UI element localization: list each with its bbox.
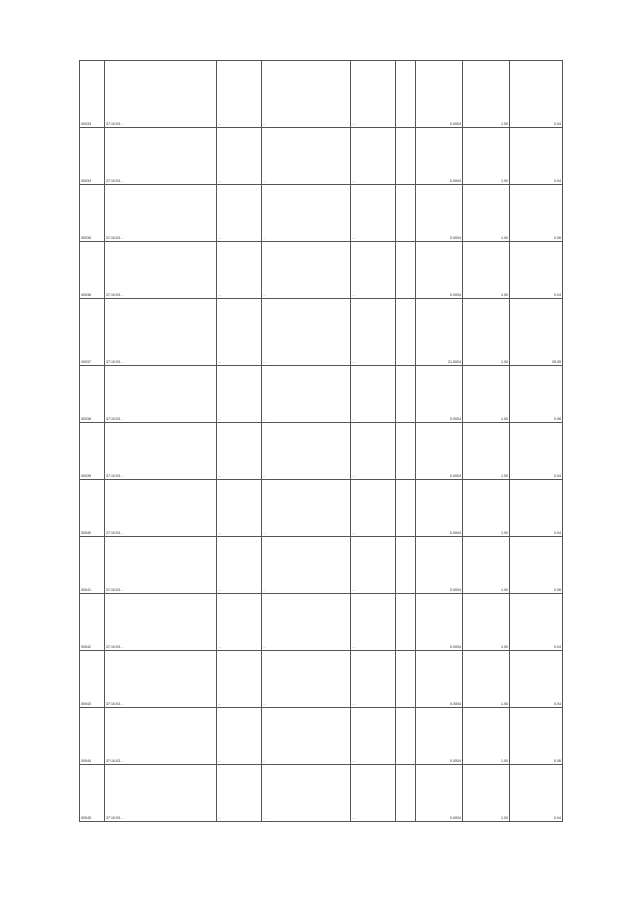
empty-cell <box>396 185 416 242</box>
object-name-cell: … <box>351 537 396 594</box>
land-category-cell: … <box>262 299 351 366</box>
coefficient-cell: 1.00 <box>463 708 510 765</box>
empty-cell <box>396 537 416 594</box>
area-value-cell: 0.0004 <box>416 242 463 299</box>
amount-cell: 0.06 <box>510 708 563 765</box>
area-value-cell: 0.0004 <box>416 651 463 708</box>
location-description-cell: … <box>217 594 262 651</box>
land-category-cell: … <box>262 708 351 765</box>
amount-cell: 0.04 <box>510 765 563 822</box>
land-category-cell: … <box>262 242 351 299</box>
location-description-cell: … <box>217 185 262 242</box>
coefficient-cell: 1.00 <box>463 299 510 366</box>
location-description-cell: … <box>217 480 262 537</box>
land-category-cell: … <box>262 765 351 822</box>
register-table-body <box>80 61 563 822</box>
location-description-cell: … <box>217 299 262 366</box>
register-table <box>79 60 563 822</box>
cadastral-number-cell: 37:10:03… <box>105 128 217 185</box>
object-name-cell: … <box>351 366 396 423</box>
amount-cell: 26.05 <box>510 299 563 366</box>
table-row <box>80 423 563 480</box>
cadastral-number-cell: 37:10:03… <box>105 765 217 822</box>
empty-cell <box>396 651 416 708</box>
table-row <box>80 128 563 185</box>
amount-cell: 0.04 <box>510 423 563 480</box>
empty-cell <box>396 128 416 185</box>
area-value-cell: 0.0004 <box>416 708 463 765</box>
location-description-cell: … <box>217 61 262 128</box>
empty-cell <box>396 708 416 765</box>
table-row <box>80 765 563 822</box>
area-value-cell: 21.0004 <box>416 299 463 366</box>
location-description-cell: … <box>217 128 262 185</box>
area-value-cell: 0.0004 <box>416 128 463 185</box>
cadastral-number-cell: 37:10:03… <box>105 537 217 594</box>
object-name-cell: … <box>351 242 396 299</box>
coefficient-cell: 1.00 <box>463 480 510 537</box>
row-number-cell: 00037 <box>80 299 105 366</box>
empty-cell <box>396 765 416 822</box>
table-row <box>80 708 563 765</box>
land-category-cell: … <box>262 651 351 708</box>
table-row <box>80 242 563 299</box>
amount-cell: 0.04 <box>510 242 563 299</box>
object-name-cell: … <box>351 61 396 128</box>
land-category-cell: … <box>262 61 351 128</box>
amount-cell: 0.04 <box>510 128 563 185</box>
area-value-cell: 0.0004 <box>416 61 463 128</box>
area-value-cell: 0.0004 <box>416 185 463 242</box>
row-number-cell: 00041 <box>80 537 105 594</box>
table-row <box>80 185 563 242</box>
area-value-cell: 0.0004 <box>416 366 463 423</box>
amount-cell: 0.04 <box>510 651 563 708</box>
amount-cell: 0.06 <box>510 366 563 423</box>
amount-cell: 0.06 <box>510 185 563 242</box>
coefficient-cell: 1.00 <box>463 242 510 299</box>
empty-cell <box>396 423 416 480</box>
coefficient-cell: 1.00 <box>463 765 510 822</box>
row-number-cell: 00043 <box>80 651 105 708</box>
cadastral-number-cell: 37:10:03… <box>105 480 217 537</box>
cadastral-number-cell: 37:10:03… <box>105 366 217 423</box>
object-name-cell: … <box>351 480 396 537</box>
amount-cell: 0.06 <box>510 537 563 594</box>
table-row <box>80 594 563 651</box>
location-description-cell: … <box>217 708 262 765</box>
empty-cell <box>396 366 416 423</box>
object-name-cell: … <box>351 128 396 185</box>
table-row <box>80 480 563 537</box>
coefficient-cell: 1.00 <box>463 537 510 594</box>
row-number-cell: 00033 <box>80 61 105 128</box>
amount-cell: 0.04 <box>510 480 563 537</box>
row-number-cell: 00044 <box>80 708 105 765</box>
cadastral-number-cell: 37:10:03… <box>105 242 217 299</box>
amount-cell: 0.04 <box>510 594 563 651</box>
object-name-cell: … <box>351 765 396 822</box>
object-name-cell: … <box>351 423 396 480</box>
cadastral-number-cell: 37:10:03… <box>105 651 217 708</box>
table-row <box>80 366 563 423</box>
empty-cell <box>396 242 416 299</box>
location-description-cell: … <box>217 765 262 822</box>
cadastral-number-cell: 37:10:03… <box>105 423 217 480</box>
amount-cell: 0.04 <box>510 61 563 128</box>
object-name-cell: … <box>351 651 396 708</box>
coefficient-cell: 1.00 <box>463 423 510 480</box>
object-name-cell: … <box>351 594 396 651</box>
row-number-cell: 00034 <box>80 128 105 185</box>
row-number-cell: 00042 <box>80 594 105 651</box>
land-category-cell: … <box>262 423 351 480</box>
table-row <box>80 537 563 594</box>
row-number-cell: 00036 <box>80 242 105 299</box>
coefficient-cell: 1.00 <box>463 61 510 128</box>
cadastral-number-cell: 37:10:03… <box>105 594 217 651</box>
land-category-cell: … <box>262 594 351 651</box>
table-row <box>80 651 563 708</box>
location-description-cell: … <box>217 242 262 299</box>
empty-cell <box>396 480 416 537</box>
area-value-cell: 0.0004 <box>416 423 463 480</box>
coefficient-cell: 1.00 <box>463 366 510 423</box>
object-name-cell: … <box>351 185 396 242</box>
land-category-cell: … <box>262 128 351 185</box>
location-description-cell: … <box>217 366 262 423</box>
empty-cell <box>396 299 416 366</box>
cadastral-number-cell: 37:10:03… <box>105 299 217 366</box>
empty-cell <box>396 61 416 128</box>
cadastral-number-cell: 37:10:03… <box>105 61 217 128</box>
location-description-cell: … <box>217 423 262 480</box>
land-category-cell: … <box>262 480 351 537</box>
location-description-cell: … <box>217 651 262 708</box>
table-row <box>80 61 563 128</box>
coefficient-cell: 1.00 <box>463 185 510 242</box>
area-value-cell: 0.0004 <box>416 480 463 537</box>
area-value-cell: 0.0004 <box>416 765 463 822</box>
cadastral-number-cell: 37:10:03… <box>105 185 217 242</box>
land-category-cell: … <box>262 185 351 242</box>
empty-cell <box>396 594 416 651</box>
coefficient-cell: 1.00 <box>463 128 510 185</box>
land-category-cell: … <box>262 537 351 594</box>
location-description-cell: … <box>217 537 262 594</box>
row-number-cell: 00045 <box>80 765 105 822</box>
area-value-cell: 0.0004 <box>416 537 463 594</box>
coefficient-cell: 1.00 <box>463 594 510 651</box>
table-row <box>80 299 563 366</box>
row-number-cell: 00035 <box>80 185 105 242</box>
row-number-cell: 00039 <box>80 423 105 480</box>
cadastral-number-cell: 37:10:03… <box>105 708 217 765</box>
object-name-cell: … <box>351 299 396 366</box>
row-number-cell: 00040 <box>80 480 105 537</box>
object-name-cell: … <box>351 708 396 765</box>
land-category-cell: … <box>262 366 351 423</box>
area-value-cell: 0.0004 <box>416 594 463 651</box>
coefficient-cell: 1.00 <box>463 651 510 708</box>
row-number-cell: 00038 <box>80 366 105 423</box>
